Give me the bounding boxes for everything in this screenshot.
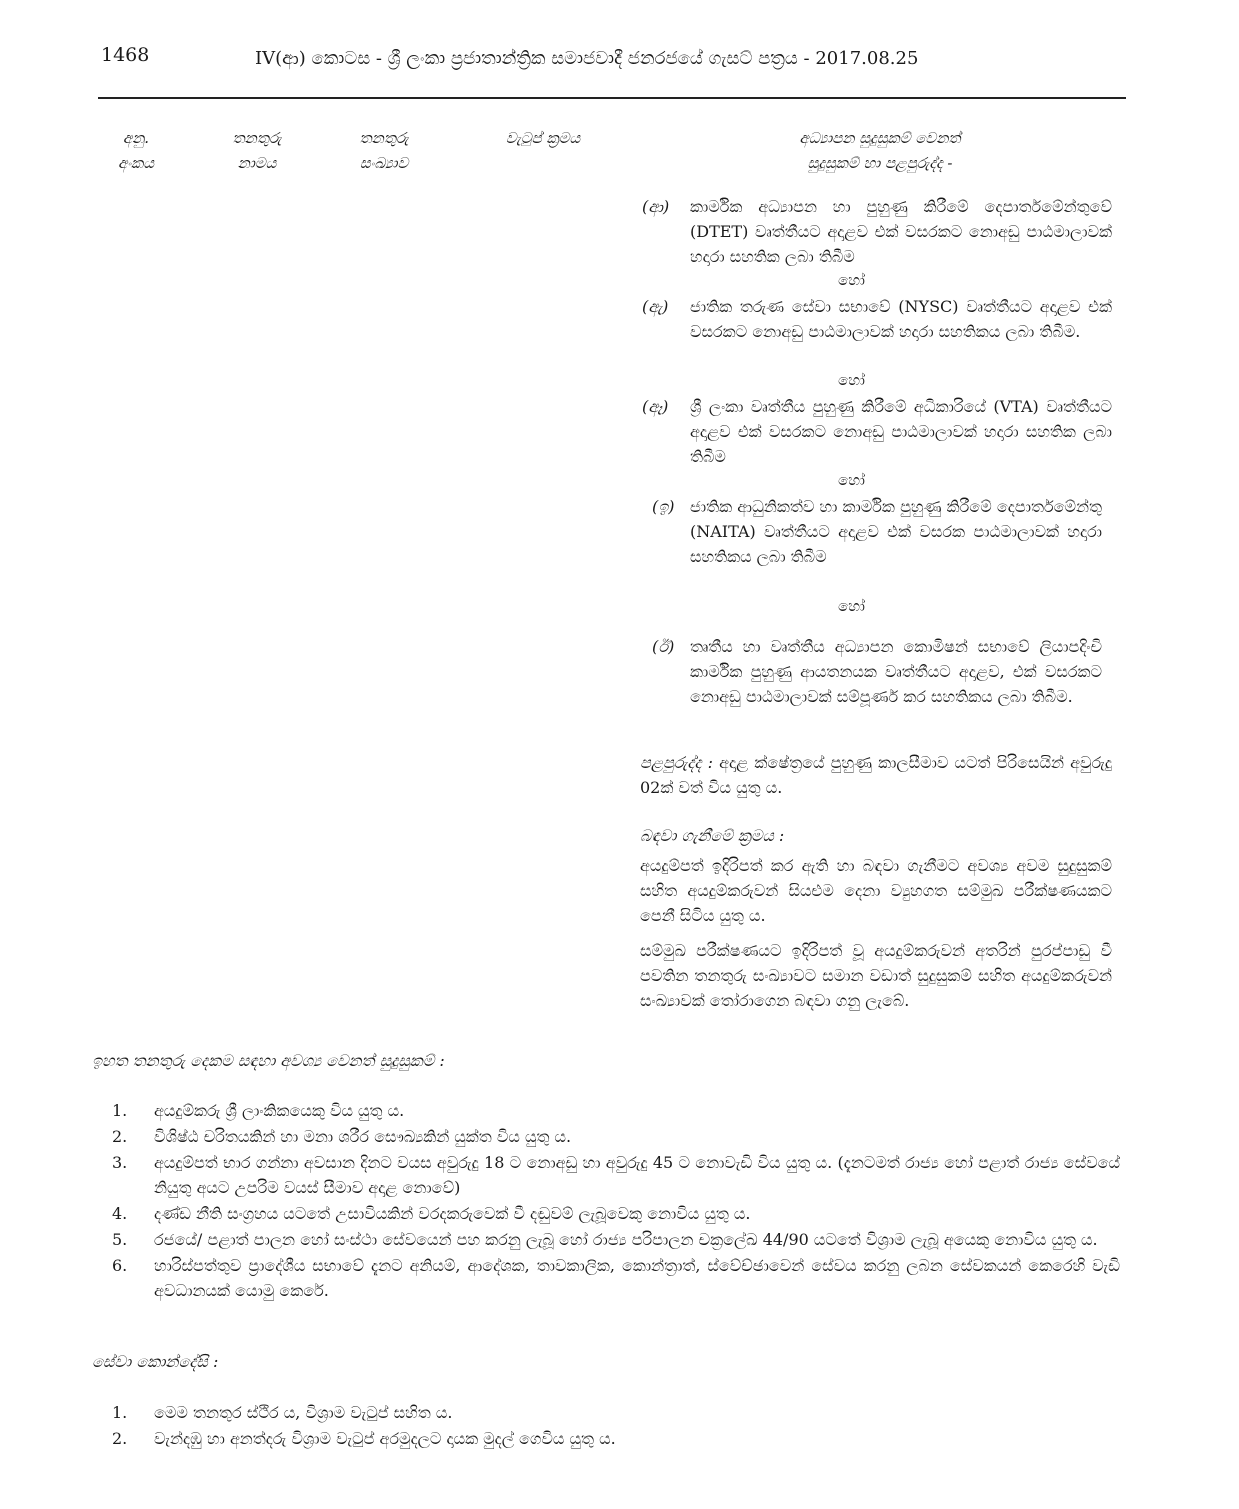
- list-number: 1.: [112, 1403, 128, 1422]
- column-header-line: නාමය: [237, 154, 277, 172]
- recruitment-paragraph: සම්මුඛ පරීක්ෂණයට ඉදිරිපත් වූ අයදුම්කරුවන් අතරින් පුරප්පාඩු වී පවතින තනතුරු සංඛ්‍යාවට සමාන වඩාත් සුදුසුකම් සහිත අයදුම්කරුවන් සංඛ්‍යාවක් තෝරාගෙන බඳවා ගනු ලැබේ.: [640, 941, 1112, 1010]
- experience-requirement: [640, 750, 1112, 800]
- qualification-label: (ඈ): [642, 397, 669, 416]
- experience-text: අදාළ ක්ෂේත්‍රයේ පුහුණු කාලසීමාව යටත් පිරිසෙයින් අවුරුදු 02ක් වත් විය යුතු ය.: [640, 753, 1112, 797]
- or-separator: හෝ: [838, 597, 865, 615]
- list-item: [112, 1426, 1120, 1451]
- column-header-line: වැටුප් ක්‍රමය: [505, 129, 581, 147]
- list-item: [112, 1150, 1120, 1200]
- list-text: අයදුම්කරු ශ්‍රී ලාංකිකයෙකු විය යුතු ය.: [154, 1101, 405, 1120]
- list-text: රජයේ/ පළාත් පාලන හෝ සංස්ථා සේවයෙන් පහ කරනු ලැබූ හෝ රාජ්‍ය පරිපාලන චක්‍රලේඛ 44/90 යටතේ විශ්‍රාම ලැබූ අයෙකු නොවිය යුතු ය.: [154, 1230, 1098, 1249]
- list-text: අයදුම්පත් භාර ගන්නා අවසාන දිනට වයස අවුරුදු 18 ට නොඅඩු හා අවුරුදු 45 ට නොවැඩි විය යුතු ය. (දැනටමත් රාජ්‍ය හෝ පළාත් රාජ්‍ය සේවයේ නියුතු අයට උපරිම වයස් සීමාව අදාළ නොවේ): [154, 1153, 1120, 1197]
- list-item: [112, 1098, 1120, 1123]
- list-item: [112, 1124, 1120, 1149]
- column-header-qualifications: [740, 126, 1020, 176]
- column-header-line: අනු.: [122, 129, 150, 147]
- recruitment-paragraph: අයදුම්පත් ඉදිරිපත් කර ඇති හා බඳවා ගැනීමට අවශ්‍ය අවම සුදුසුකම් සහිත අයදුම්කරුවන් සියළුම දෙනා ව්‍යුහගත සම්මුඛ පරීක්ෂණයකට පෙනී සිටිය යුතු ය.: [640, 856, 1112, 925]
- recruitment-heading: බඳවා ගැනීමේ ක්‍රමය :: [640, 826, 785, 845]
- qualification-item: [642, 294, 1112, 344]
- or-separator: හෝ: [838, 271, 865, 289]
- column-header-line: තනතුරු: [232, 129, 282, 147]
- or-separator: හෝ: [838, 471, 865, 489]
- qualification-item: [642, 634, 1102, 709]
- qualification-label: (ආ): [642, 197, 670, 216]
- list-number: 5.: [112, 1230, 128, 1249]
- service-conditions-list: [112, 1400, 1120, 1452]
- column-header-salary-scale: [478, 126, 608, 151]
- column-header-post-name: [212, 126, 302, 176]
- qualification-label: (ඉ): [652, 497, 675, 516]
- qualification-text: ජාතික ආධුනිකත්ව හා කාර්මික පුහුණු කිරීමේ දෙපාර්තමේන්තු (NAITA) වෘත්තීයට අදාළව එක් වසරක පාඨමාලාවක් හදාරා සහතිකය ලබා තිබීම: [690, 497, 1102, 566]
- list-item: [112, 1253, 1120, 1303]
- column-header-line: සුදුසුකම් හා පළපුරුද්ද -: [807, 154, 953, 172]
- qualification-text: කාර්මික අධ්‍යාපන හා පුහුණු කිරීමේ දෙපාර්තමේන්තුවේ (DTET) වෘත්තීයට අදාළව එක් වසරකට නොඅඩු පාඨමාලාවක් හදාරා සහතික ලබා තිබීම: [690, 197, 1112, 266]
- qualification-item: [642, 394, 1112, 469]
- qualification-text: ජාතික තරුණ සේවා සභාවේ (NYSC) වෘත්තීයට අදාළව එක් වසරකට නොඅඩු පාඨමාලාවක් හදාරා සහතිකය ලබා තිබීම.: [690, 297, 1112, 341]
- list-item: [112, 1201, 1120, 1226]
- list-text: මෙම තනතුර ස්ථිර ය, විශ්‍රාම වැටුප් සහිත ය.: [154, 1403, 453, 1422]
- column-header-line: අංකය: [117, 154, 154, 172]
- other-qualifications-list: [112, 1098, 1120, 1304]
- or-separator: හෝ: [838, 371, 865, 389]
- column-header-post-count: [336, 126, 432, 176]
- list-number: 6.: [112, 1256, 128, 1275]
- list-number: 3.: [112, 1153, 128, 1172]
- list-text: වැන්දඹු හා අනත්දරු විශ්‍රාම වැටුප් අරමුදලට දායක මුදල් ගෙවිය යුතු ය.: [154, 1429, 616, 1448]
- column-header-line: තනතුරු: [359, 129, 409, 147]
- qualification-text: තෘතීය හා වෘත්තීය අධ්‍යාපන කොමිෂන් සභාවේ ලියාපදිංචි කාර්මික පුහුණු ආයතනයක වෘත්තීයට අදාළව, එක් වසරකට නොඅඩු පාඨමාලාවක් සම්පූර්ණ කර සහතිකය ලබා තිබීම.: [690, 637, 1102, 706]
- column-header-line: සංඛ්‍යාව: [359, 154, 409, 172]
- header-divider: [98, 97, 1126, 99]
- gazette-header-title: IV(ආ) කොටස - ශ්‍රී ලංකා ප්‍රජාතාන්ත්‍රික සමාජවාදී ජනරජයේ ගැසට් පත්‍රය - 2017.08.25: [255, 48, 919, 69]
- qualification-label: (ඊ): [652, 637, 675, 656]
- list-text: දණ්ඩ නීති සංග්‍රහය යටතේ උසාවියකින් වරදකරුවෙක් වී දඬුවම් ලැබූවෙකු නොවිය යුතු ය.: [154, 1204, 751, 1223]
- service-conditions-heading: සේවා කොන්දේසි :: [92, 1352, 219, 1371]
- list-text: විශිෂ්ඨ චරිතයකින් හා මනා ශරීර සෞඛ්‍යකින් යුක්ත විය යුතු ය.: [154, 1127, 572, 1146]
- list-text: හාරිස්පත්තුව ප්‍රාදේශීය සභාවේ දැනට අනියම්, ආදේශක, තාවකාලික, කොන්ත්‍රාත්, ස්වේච්ඡාවෙන් සේවය කරනු ලබන සේවකයන් කෙරෙහි වැඩි අවධානයක් යොමු කෙරේ.: [154, 1256, 1120, 1300]
- list-item: [112, 1227, 1120, 1252]
- list-number: 4.: [112, 1204, 128, 1223]
- column-header-serial-no: [96, 126, 176, 176]
- qualification-item: [642, 194, 1112, 269]
- qualification-item: [642, 494, 1102, 569]
- other-qualifications-heading: ඉහත තනතුරු දෙකම සඳහා අවශ්‍ය වෙනත් සුදුසුකම් :: [92, 1051, 445, 1070]
- page-number: 1468: [101, 44, 150, 66]
- list-item: [112, 1400, 1120, 1425]
- column-header-line: අධ්‍යාපන සුදුසුකම් වෙනත්: [799, 129, 961, 147]
- experience-label: පළපුරුද්ද :: [640, 753, 713, 772]
- list-number: 2.: [112, 1127, 128, 1146]
- list-number: 2.: [112, 1429, 128, 1448]
- list-number: 1.: [112, 1101, 128, 1120]
- qualification-text: ශ්‍රී ලංකා වෘත්තීය පුහුණු කිරීමේ අධිකාරියේ (VTA) වෘත්තීයට අදාළව එක් වසරකට නොඅඩු පාඨමාලාවක් හදාරා සහතික ලබා තිබීම: [690, 397, 1112, 466]
- qualification-label: (ඇ): [642, 297, 669, 316]
